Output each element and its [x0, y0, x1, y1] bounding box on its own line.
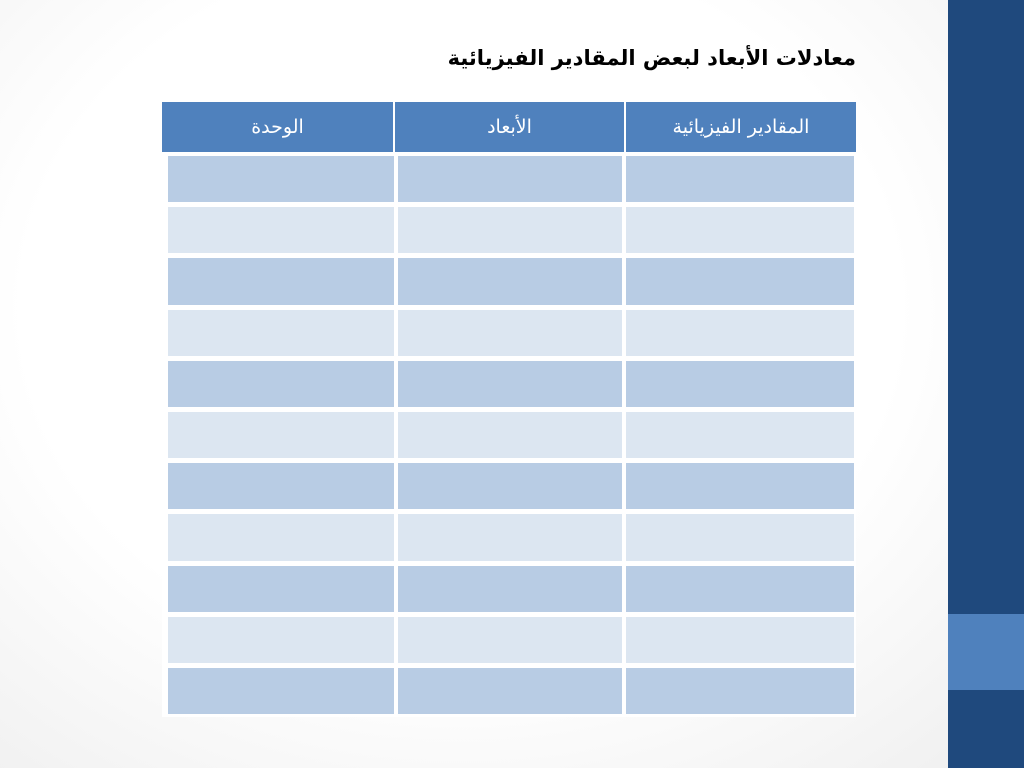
cell-quantity [626, 514, 854, 560]
cell-unit [168, 412, 394, 458]
cell-dimension [398, 258, 622, 304]
header-quantities: المقادير الفيزيائية [626, 102, 856, 152]
cell-quantity [626, 310, 854, 356]
cell-unit [168, 207, 394, 253]
cell-unit [168, 361, 394, 407]
cell-unit [168, 310, 394, 356]
cell-quantity [626, 617, 854, 663]
cell-dimension [398, 617, 622, 663]
cell-quantity [626, 361, 854, 407]
cell-unit [168, 258, 394, 304]
header-unit: الوحدة [162, 102, 393, 152]
cell-unit [168, 668, 394, 714]
cell-unit [168, 514, 394, 560]
dimensions-table [162, 102, 856, 717]
cell-dimension [398, 156, 622, 202]
cell-dimension [398, 566, 622, 612]
cell-unit [168, 463, 394, 509]
cell-quantity [626, 156, 854, 202]
cell-quantity [626, 258, 854, 304]
cell-quantity [626, 412, 854, 458]
cell-quantity [626, 463, 854, 509]
cell-dimension [398, 207, 622, 253]
header-dimensions: الأبعاد [395, 102, 624, 152]
cell-dimension [398, 514, 622, 560]
cell-quantity [626, 668, 854, 714]
cell-quantity [626, 207, 854, 253]
cell-dimension [398, 361, 622, 407]
cell-dimension [398, 310, 622, 356]
cell-dimension [398, 463, 622, 509]
cell-unit [168, 566, 394, 612]
cell-unit [168, 156, 394, 202]
cell-quantity [626, 566, 854, 612]
sidebar-accent-block [948, 614, 1024, 690]
cell-unit [168, 617, 394, 663]
slide-title: معادلات الأبعاد لبعض المقادير الفيزيائية [447, 46, 856, 70]
cell-dimension [398, 668, 622, 714]
cell-dimension [398, 412, 622, 458]
